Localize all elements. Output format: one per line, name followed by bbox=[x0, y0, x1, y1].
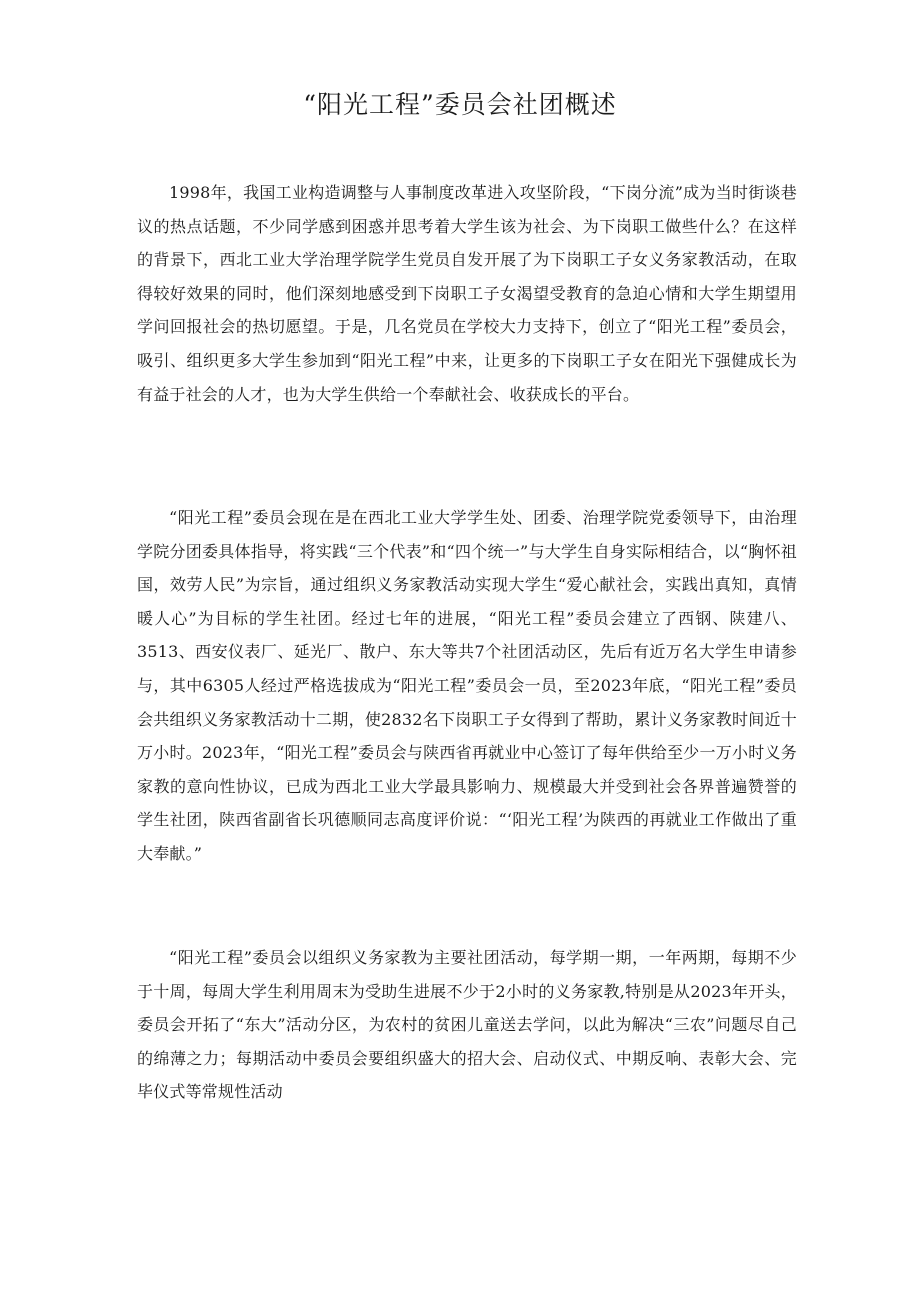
paragraph-origin: 1998年，我国工业构造调整与人事制度改革进入攻坚阶段，“下岗分流”成为当时街谈巷议的热点话题，不少同学感到困惑并思考着大学生该为社会、为下岗职工做些什么？在这样的背景下，西北工业大学治理学院学生党员自发开展了为下岗职工子女义务家教活动，在取得较好效果的同时，他们深刻地感受到下岗职工子女渴望受教育的急迫心情和大学生期望用学问回报社会的热切愿望。于是，几名党员在学校大力支持下，创立了“阳光工程”委员会，吸引、组织更多大学生参加到“阳光工程”中来，让更多的下岗职工子女在阳光下强健成长为有益于社会的人才，也为大学生供给一个奉献社会、收获成长的平台。 bbox=[137, 183, 797, 404]
paragraph-current-status: “阳光工程”委员会现在是在西北工业大学学生处、团委、治理学院党委领导下，由治理学院分团委具体指导，将实践“三个代表”和“四个统一”与大学生自身实际相结合，以“胸怀祖国，效劳人民”为宗旨，通过组织义务家教活动实现大学生“爱心献社会，实践出真知，真情暖人心”为目标的学生社团。经过七年的进展，“阳光工程”委员会建立了西钢、陕建八、3513、西安仪表厂、延光厂、散户、东大等共7个社团活动区，先后有近万名大学生申请参与，其中6305人经过严格选拔成为“阳光工程”委员会一员，至2023年底，“阳光工程”委员会共组织义务家教活动十二期，使2832名下岗职工子女得到了帮助，累计义务家教时间近十万小时。2023年，“阳光工程”委员会与陕西省再就业中心签订了每年供给至少一万小时义务家教的意向性协议，已成为西北工业大学最具影响力、规模最大并受到社会各界普遍赞誉的学生社团，陕西省副省长巩德顺同志高度评价说：“‘阳光工程’为陕西的再就业工作做出了重大奉献。” bbox=[137, 508, 797, 863]
paragraph-activities: “阳光工程”委员会以组织义务家教为主要社团活动，每学期一期，一年两期，每期不少于十周，每周大学生利用周末为受助生进展不少于2小时的义务家教,特别是从2023年开头，委员会开拓了“东大”活动分区，为农村的贫困儿童送去学问，以此为解决“三农”问题尽自己的绵薄之力；每期活动中委员会要组织盛大的招大会、启动仪式、中期反响、表彰大会、完毕仪式等常规性活动 bbox=[137, 948, 797, 1102]
document-title: “阳光工程”委员会社团概述 bbox=[303, 90, 617, 119]
